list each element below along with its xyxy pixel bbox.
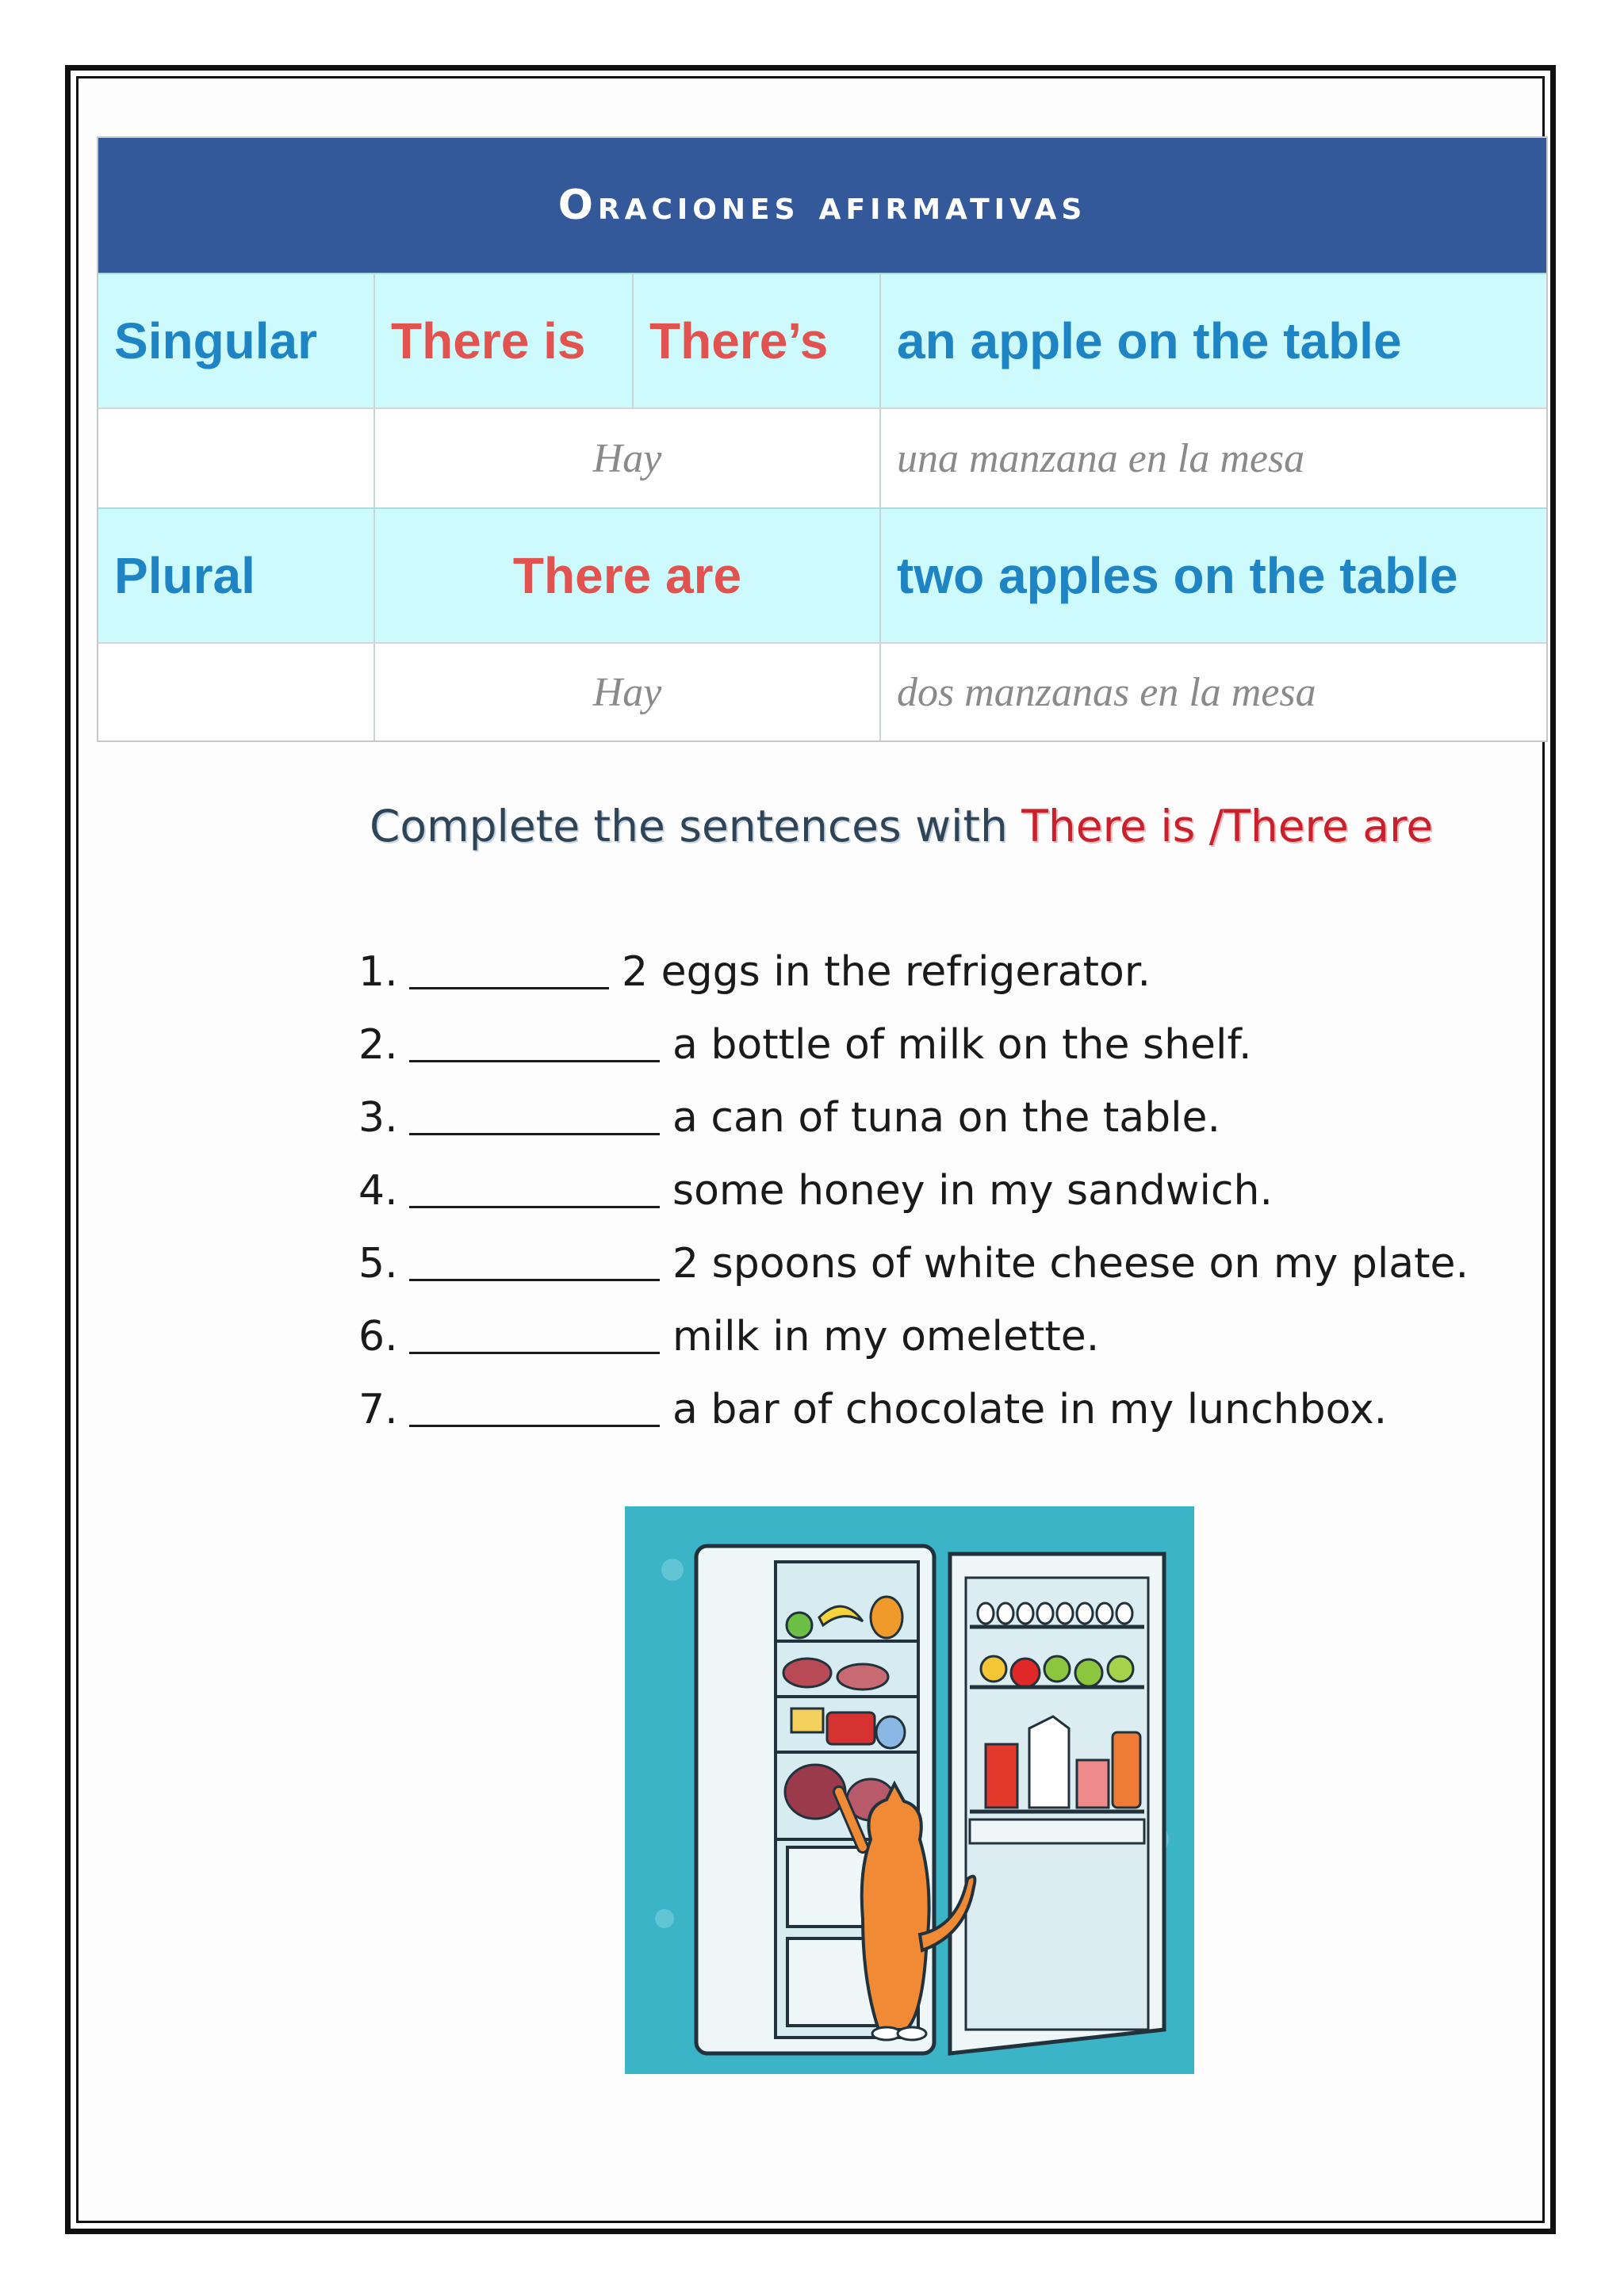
item-text: a bar of chocolate in my lunchbox.: [672, 1386, 1388, 1433]
item-number: 1.: [358, 948, 398, 996]
answer-blank[interactable]: [409, 1028, 660, 1062]
item-text: a can of tuna on the table.: [672, 1094, 1221, 1142]
item-number: 5.: [358, 1240, 398, 1288]
plural-label: Plural: [114, 547, 255, 604]
plural-translation-form: Hay: [592, 669, 662, 715]
singular-label: Singular: [114, 312, 318, 369]
singular-row: [98, 273, 1546, 408]
plural-translation-row: [98, 642, 1546, 740]
list-item: [358, 1373, 1469, 1446]
singular-form: There is: [391, 312, 586, 369]
item-number: 3.: [358, 1094, 398, 1142]
list-item: [358, 1154, 1469, 1227]
plural-row: [98, 507, 1546, 642]
grammar-table: [97, 136, 1548, 742]
answer-blank[interactable]: [409, 1393, 660, 1427]
item-number: 7.: [358, 1386, 398, 1433]
item-text: milk in my omelette.: [672, 1313, 1100, 1360]
singular-form-cell: [373, 274, 632, 408]
empty-cell: [98, 409, 373, 507]
answer-blank[interactable]: [409, 1247, 660, 1281]
item-text: 2 eggs in the refrigerator.: [622, 948, 1151, 996]
singular-example-cell: [879, 274, 1546, 408]
fridge-door-icon: [950, 1554, 1164, 2053]
answer-blank[interactable]: [409, 1174, 660, 1208]
list-item: [358, 1227, 1469, 1300]
plural-translation-example-cell: [879, 644, 1546, 740]
item-text: a bottle of milk on the shelf.: [672, 1021, 1252, 1069]
plural-translation-example: dos manzanas en la mesa: [897, 669, 1316, 715]
singular-example: an apple on the table: [897, 312, 1402, 369]
exercise-list: [358, 936, 1469, 1446]
answer-blank[interactable]: [409, 955, 609, 989]
item-number: 2.: [358, 1021, 398, 1069]
plural-translation-form-cell: [373, 644, 879, 740]
plural-form-cell: [373, 509, 879, 642]
item-text: 2 spoons of white cheese on my plate.: [672, 1240, 1469, 1288]
singular-translation-row: [98, 408, 1546, 507]
plural-example-cell: [879, 509, 1546, 642]
item-text: some honey in my sandwich.: [672, 1167, 1273, 1215]
answer-blank[interactable]: [409, 1101, 660, 1135]
singular-translation-example-cell: [879, 409, 1546, 507]
instruction-text: Complete the sentences with: [370, 801, 1008, 851]
singular-translation-form-cell: [373, 409, 879, 507]
plural-form: There are: [512, 547, 742, 604]
list-item: [358, 1081, 1469, 1154]
exercise-instruction: [370, 801, 1433, 851]
plural-label-cell: [98, 509, 373, 642]
plural-example: two apples on the table: [897, 547, 1458, 604]
singular-contraction-cell: [632, 274, 879, 408]
list-item: [358, 1300, 1469, 1373]
list-item: [358, 936, 1469, 1008]
answer-blank[interactable]: [409, 1320, 660, 1354]
singular-translation-form: Hay: [592, 435, 662, 481]
empty-cell: [98, 644, 373, 740]
singular-label-cell: [98, 274, 373, 408]
table-title: Oraciones afirmativas: [557, 182, 1087, 229]
singular-contraction: There’s: [649, 312, 829, 369]
instruction-accent: There is /There are: [1021, 801, 1434, 851]
table-header: [98, 138, 1546, 273]
item-number: 6.: [358, 1313, 398, 1360]
list-item: [358, 1008, 1469, 1081]
fridge-cat-illustration: [625, 1506, 1194, 2074]
singular-translation-example: una manzana en la mesa: [897, 435, 1305, 481]
item-number: 4.: [358, 1167, 398, 1215]
